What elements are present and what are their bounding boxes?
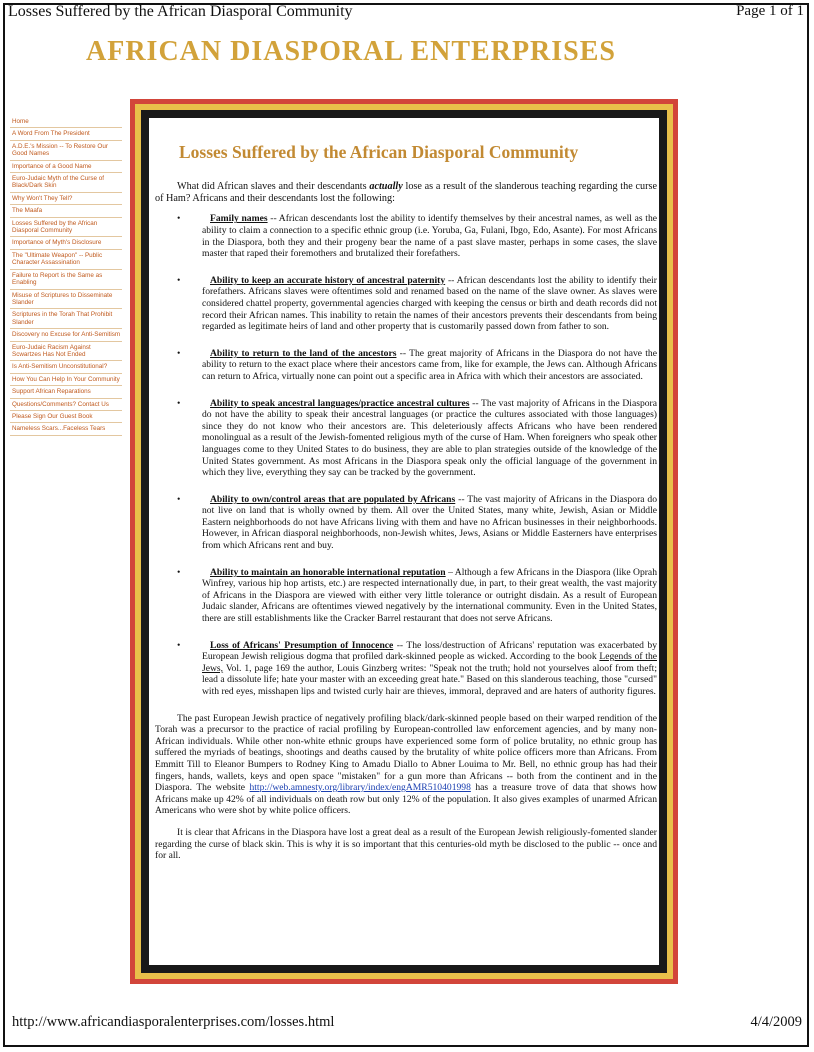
sidebar-item-maafa[interactable]: The Maafa xyxy=(10,205,122,217)
print-header-page-number: Page 1 of 1 xyxy=(736,3,804,19)
sidebar-item-guest-book[interactable]: Please Sign Our Guest Book xyxy=(10,411,122,423)
print-header-title: Losses Suffered by the African Diasporal Community xyxy=(8,3,353,20)
sidebar-item-racism[interactable]: Euro-Judaic Racism Against Scwartzes Has Not Ended xyxy=(10,342,122,362)
sidebar-item-misuse-scriptures[interactable]: Misuse of Scriptures to Disseminate Slander xyxy=(10,290,122,310)
sidebar-item-unconstitutional[interactable]: Is Anti-Semitism Unconstitutional? xyxy=(10,361,122,373)
sidebar-item-how-you-can-help[interactable]: How You Can Help In Your Community xyxy=(10,374,122,386)
sidebar-item-myth-disclosure[interactable]: Importance of Myth's Disclosure xyxy=(10,237,122,249)
bullet-icon: • xyxy=(177,566,181,578)
loss-title: Ability to speak ancestral languages/practice ancestral cultures xyxy=(210,397,470,409)
bullet-icon: • xyxy=(177,493,181,505)
article-content xyxy=(149,118,659,965)
loss-text: -- African descendants lost the ability to identify their forefathers. Africans slaves were oftentimes sold and renamed based on the name of the slave owner. As slaves were considered chattel property, governmental agencies charged with keeping the census or birth and death records did not record their African names. This inability to retain the names of their ancestors prevents their descendants from being regarded as legitimate heirs of land and other property that is customarily passed down from father to son. xyxy=(202,274,657,333)
sidebar-item-torah-scriptures[interactable]: Scriptures in the Torah That Prohibit Slander xyxy=(10,309,122,329)
list-item xyxy=(155,213,657,259)
article-title: Losses Suffered by the African Diasporal Community xyxy=(179,142,579,162)
amnesty-link[interactable]: http://web.amnesty.org/library/index/engAMR510401998 xyxy=(249,782,471,794)
print-footer-date: 4/4/2009 xyxy=(750,1014,802,1030)
loss-text: -- The vast majority of Africans in the Diaspora do not live on land that is wholly owned by them. All over the United States, many white, Jewish, Asian or Middle Eastern neighborhoods do not have Africans living with them and have no African businesses in their neighborhoods. However, in African diasporal neighborhoods, non-Jewish whites, Jews, Asians or Middle Easterners have enterprises from which Africans rent and buy. xyxy=(202,493,657,552)
bullet-icon: • xyxy=(177,639,181,651)
loss-title: Family names xyxy=(210,213,268,225)
bullet-icon: • xyxy=(177,347,181,359)
sidebar-nav xyxy=(10,116,122,436)
sidebar-item-nameless-scars[interactable]: Nameless Scars...Faceless Tears xyxy=(10,423,122,435)
print-footer-url: http://www.africandiasporalenterprises.com/losses.html xyxy=(12,1014,335,1030)
bullet-icon: • xyxy=(177,397,181,409)
sidebar-item-word-from-president[interactable]: A Word From The President xyxy=(10,128,122,140)
list-item xyxy=(155,567,657,625)
sidebar-item-discovery[interactable]: Discovery no Excuse for Anti-Semitism xyxy=(10,329,122,341)
intro-emphasis: actually xyxy=(369,181,403,192)
sidebar-item-mission[interactable]: A.D.E.'s Mission -- To Restore Our Good Names xyxy=(10,141,122,161)
conclusion-paragraph: It is clear that Africans in the Diaspora have lost a great deal as a result of the European Jewish religiously-fomented slander regarding the curse of black skin. This is why it is so important that this centuries-old myth be disclosed to the public -- once and for all. xyxy=(155,826,657,862)
loss-text: -- The vast majority of Africans in the Diaspora do not have the ability to speak their ancestral languages (or practice the cultures associated with those languages) since they do not know who their ancestors are. This deleteriously affects Africans who have been rendered monolingual as a result of the Jewish-fomented religious myth of the curse of Ham. When foreigners who speak other languages come to they United States to do business, they are able to plan strategies outside of the knowledge of the United States government. As most Africans in the Diaspora speak only the official language of the government in which they live, everything they say can be tracked by the government. xyxy=(202,397,658,479)
list-item xyxy=(155,494,657,552)
sidebar-item-contact[interactable]: Questions/Comments? Contact Us xyxy=(10,399,122,411)
bullet-icon: • xyxy=(177,274,181,286)
intro-paragraph: What did African slaves and their descendants actually lose as a result of the slanderous teaching regarding the curse of Ham? Africans and their descendants lost the following: xyxy=(155,181,657,205)
losses-list xyxy=(155,213,657,697)
loss-title: Ability to own/control areas that are populated by Africans xyxy=(210,493,456,505)
sidebar-item-myth-curse[interactable]: Euro-Judaic Myth of the Curse of Black/Dark Skin xyxy=(10,173,122,193)
list-item xyxy=(155,398,657,479)
profiling-paragraph: The past European Jewish practice of negatively profiling black/dark-skinned people based on their warped rendition of the Torah was a precursor to the practice of racial profiling by European-controlled law enforcement agencies, and by many non-African individuals. While other non-white ethnic groups have experienced some form of police brutality, no ethnic group has suffered the myriads of beatings, shootings and deaths caused by the brutality of white police officers more than Africans. From Emmitt Till to Eleanor Bumpers to Rodney King to Amadu Diallo to Abner Louima to Mr. Bell, no ethnic group has had their fingers, hands, wallets, keys and open space "mistaken" for a gun more than Africans -- both from the continent and in the Diaspora. The website http://web.amnesty.org/library/index/engAMR510401998 has a treasure trove of data that shows how Africans make up 42% of all individuals on death row but only 12% of the population. It also gives examples of unarmed African Americans who were shot by white police officers. xyxy=(155,712,657,817)
bullet-icon: • xyxy=(177,213,181,225)
list-item xyxy=(155,275,657,333)
sidebar-item-ultimate-weapon[interactable]: The "Ultimate Weapon" -- Public Character Assassination xyxy=(10,250,122,270)
loss-title: Ability to keep an accurate history of ancestral paternity xyxy=(210,274,446,286)
sidebar-item-losses[interactable]: Losses Suffered by the African Diasporal Community xyxy=(10,218,122,238)
sidebar-item-good-name[interactable]: Importance of a Good Name xyxy=(10,161,122,173)
loss-title: Loss of Africans' Presumption of Innocence xyxy=(210,639,394,651)
site-title: AFRICAN DIASPORAL ENTERPRISES xyxy=(86,36,616,67)
sidebar-item-failure-to-report[interactable]: Failure to Report is the Same as Enabling xyxy=(10,270,122,290)
list-item xyxy=(155,348,657,383)
loss-text: -- African descendants lost the ability to identify themselves by their ancestral names, as well as the ability to claim a connection to a specific ethnic group (i.e. Yoruba, Ga, Fulani, Ibgo, Edo, Asante). For most Africans in the Diaspora, both they and their progeny bear the name of a past slave master, perhaps in some cases, the slave master that raped their foremothers and brutalized their forefathers. xyxy=(202,213,658,260)
loss-title: Ability to return to the land of the ancestors xyxy=(210,347,397,359)
sidebar-item-home[interactable]: Home xyxy=(10,116,122,128)
sidebar-item-why-wont-they-tell[interactable]: Why Won't They Tell? xyxy=(10,193,122,205)
sidebar-item-reparations[interactable]: Support African Reparations xyxy=(10,386,122,398)
loss-title: Ability to maintain an honorable international reputation xyxy=(210,566,446,578)
list-item: • Loss of Africans' Presumption of Innocence -- The loss/destruction of Africans' reputation was exacerbated by European Jewish religious dogma that profiled dark-skinned people as wicked. According to the book Legends of the Jews, Vol. 1, page 169 the author, Louis Ginzberg writes: "Speak not the truth; hold not yourselves aloof from theft; lead a dissolute life; hate your master with an exceeding great hate." Based on this slanderous teaching, those "cursed" with red eyes, misshapen lips and twisted curly hair are thieves, immoral, depraved and are haters of authority figures. xyxy=(177,639,657,697)
loss-text: – Although a few Africans in the Diaspora (like Oprah Winfrey, various hip hop artists, etc.) are respected internationally due, in part, to their great wealth, the vast majority of Africans in the Diaspora are viewed with either very little tolerance or outright disdain. As a result of European Judaic slander, Africans are oftentimes viewed negatively by the international community. Even in the United States, there are still establishments like the Cracker Barrel restaurant that does not serve Africans. xyxy=(202,566,657,625)
book-title: Legends of the Jews, xyxy=(202,651,657,674)
loss-text: -- The great majority of Africans in the Diaspora do not have the ability to return to the exact place where their ancestors came from, like for example, the Jews can. Although Africans can return to Africa, virtually none can point out a specific area in Africa with which their ancestors are associated. xyxy=(202,347,657,382)
